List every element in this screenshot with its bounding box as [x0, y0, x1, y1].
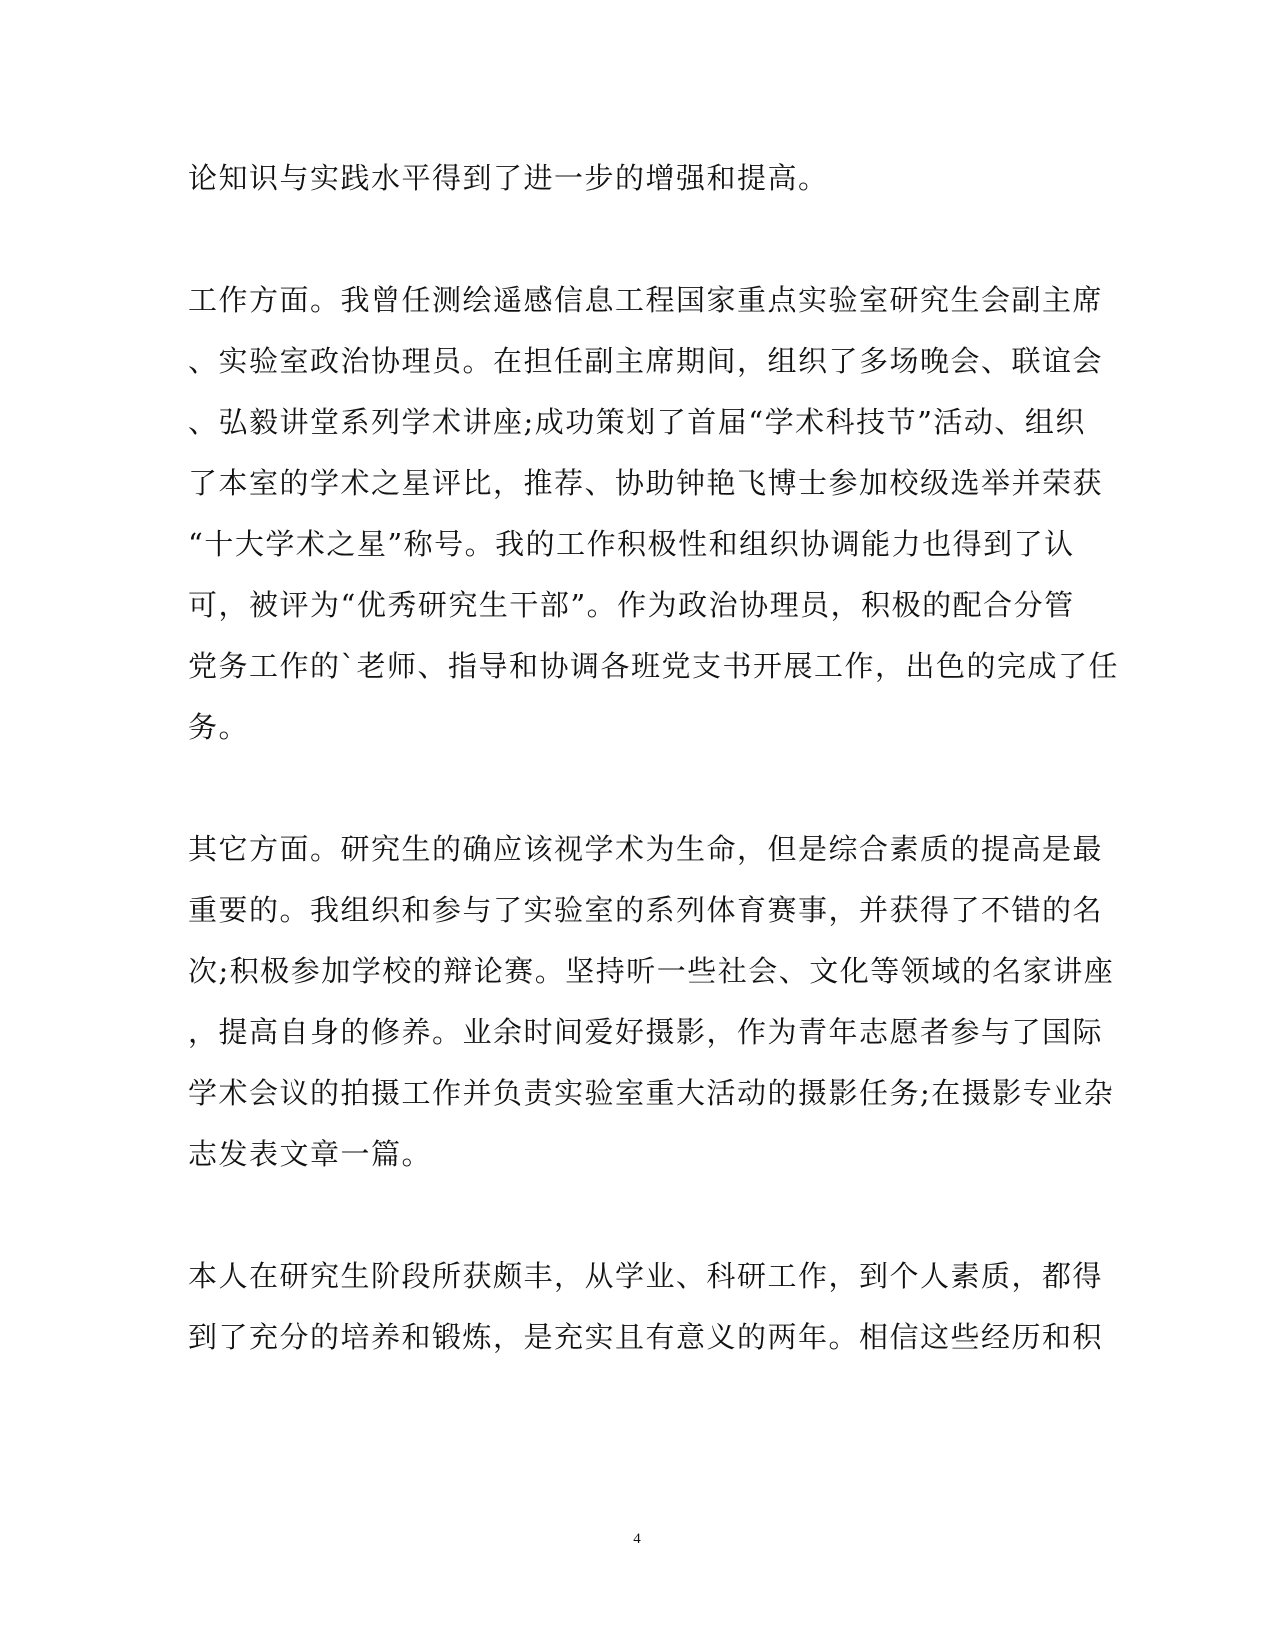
- text-line: 可，被评为“优秀研究生干部”。作为政治协理员，积极的配合分管: [188, 588, 1075, 622]
- text-line: 工作方面。我曾任测绘遥感信息工程国家重点实验室研究生会副主席: [188, 283, 1104, 317]
- text-line: 到了充分的培养和锻炼，是充实且有意义的两年。相信这些经历和积: [188, 1320, 1104, 1354]
- text-line: 重要的。我组织和参与了实验室的系列体育赛事，并获得了不错的名: [188, 893, 1104, 927]
- text-line: 务。: [188, 710, 250, 744]
- text-line: 党务工作的`老师、指导和协调各班党支书开展工作，出色的完成了任: [188, 649, 1120, 683]
- text-line: 论知识与实践水平得到了进一步的增强和提高。: [188, 161, 829, 195]
- text-line: 本人在研究生阶段所获颇丰，从学业、科研工作，到个人素质，都得: [188, 1259, 1104, 1293]
- text-line: “十大学术之星”称号。我的工作积极性和组织协调能力也得到了认: [188, 527, 1075, 561]
- text-line: 了本室的学术之星评比，推荐、协助钟艳飞博士参加校级选举并荣获: [188, 466, 1104, 500]
- page-number: 4: [633, 1531, 641, 1547]
- text-line: 、实验室政治协理员。在担任副主席期间，组织了多场晚会、联谊会: [188, 344, 1104, 378]
- text-line: 其它方面。研究生的确应该视学术为生命，但是综合素质的提高是最: [188, 832, 1104, 866]
- text-line: 次;积极参加学校的辩论赛。坚持听一些社会、文化等领域的名家讲座: [188, 954, 1115, 988]
- text-line: ，提高自身的修养。业余时间爱好摄影，作为青年志愿者参与了国际: [188, 1015, 1104, 1049]
- text-line: 、弘毅讲堂系列学术讲座;成功策划了首届“学术科技节”活动、组织: [188, 405, 1086, 439]
- text-line: 志发表文章一篇。: [188, 1137, 433, 1171]
- text-line: 学术会议的拍摄工作并负责实验室重大活动的摄影任务;在摄影专业杂: [188, 1076, 1115, 1110]
